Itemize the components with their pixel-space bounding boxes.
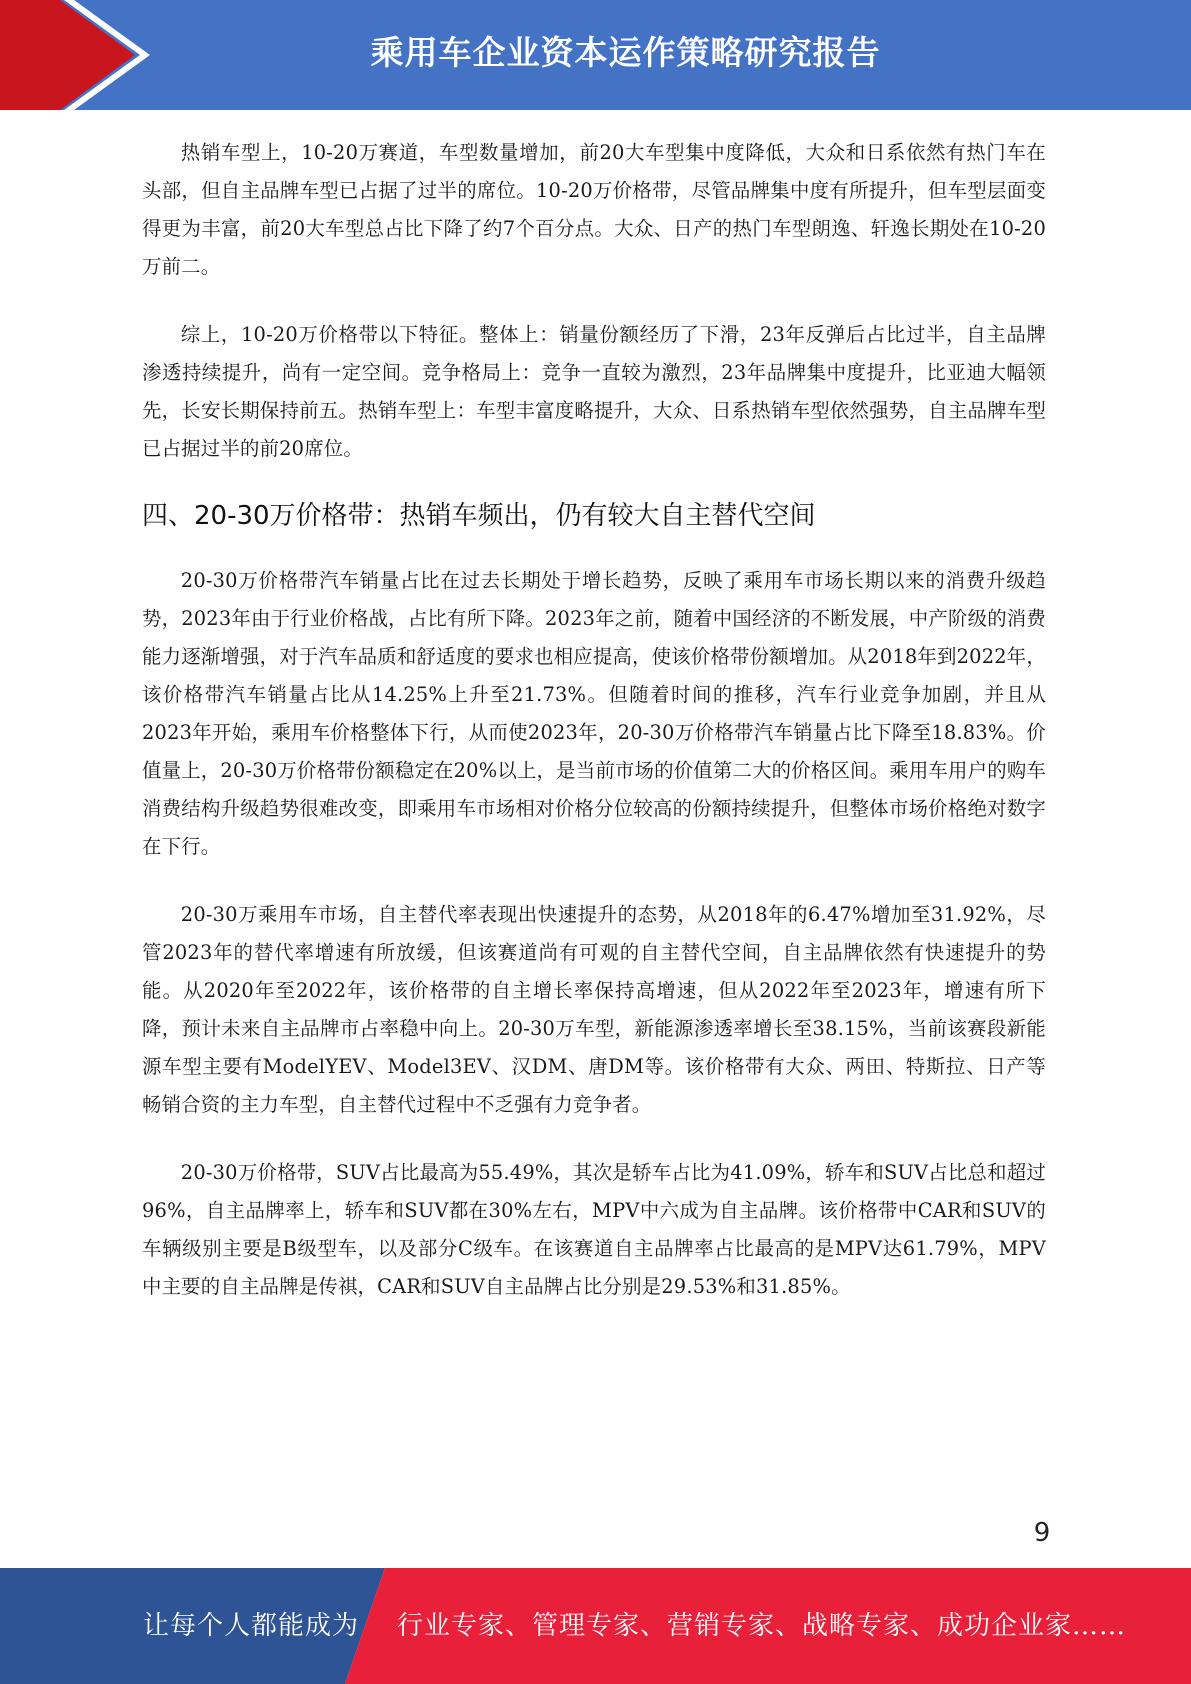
footer-slogan-left: 让每个人都能成为 [143,1611,360,1641]
page-number: 9 [1033,1518,1051,1548]
report-title: 乘用车企业资本运作策略研究报告 [370,33,881,72]
document-body [142,134,1046,1306]
page-header [0,0,1191,110]
section-heading: 四、20-30万价格带：热销车频出，仍有较大自主替代空间 [142,501,816,531]
body-paragraph: 综上，10-20万价格带以下特征。整体上：销量份额经历了下滑，23年反弹后占比过半，自主品牌渗透持续提升，尚有一定空间。竞争格局上：竞争一直较为激烈，23年品牌集中度提升，比亚迪大幅领先，长安长期保持前五。热销车型上：车型丰富度略提升，大众、日系热销车型依然强势，自主品牌车型已占据过半的前20席位。 [142,323,1046,460]
header-arrow-decoration [0,0,160,110]
footer-slogan-right: 行业专家、管理专家、营销专家、战略专家、成功企业家…… [397,1611,1127,1641]
page-footer [0,1568,1191,1684]
body-paragraph: 20-30万价格带汽车销量占比在过去长期处于增长趋势，反映了乘用车市场长期以来的消费升级趋势，2023年由于行业价格战，占比有所下降。2023年之前，随着中国经济的不断发展，中产阶级的消费能力逐渐增强，对于汽车品质和舒适度的要求也相应提高，使该价格带份额增加。从2018年到2022年，该价格带汽车销量占比从14.25%上升至21.73%。但随着时间的推移，汽车行业竞争加剧，并且从2023年开始，乘用车价格整体下行，从而使2023年，20-30万价格带汽车销量占比下降至18.83%。价值量上，20-30万价格带份额稳定在20%以上，是当前市场的价值第二大的价格区间。乘用车用户的购车消费结构升级趋势很难改变，即乘用车市场相对价格分位较高的份额持续提升，但整体市场价格绝对数字在下行。 [142,569,1046,858]
body-paragraph: 热销车型上，10-20万赛道，车型数量增加，前20大车型集中度降低，大众和日系依然有热门车在头部，但自主品牌车型已占据了过半的席位。10-20万价格带，尽管品牌集中度有所提升，但车型层面变得更为丰富，前20大车型总占比下降了约7个百分点。大众、日产的热门车型朗逸、轩逸长期处在10-20万前二。 [142,141,1046,278]
body-paragraph: 20-30万价格带，SUV占比最高为55.49%，其次是轿车占比为41.09%，轿车和SUV占比总和超过96%，自主品牌率上，轿车和SUV都在30%左右，MPV中六成为自主品牌。该价格带中CAR和SUV的车辆级别主要是B级型车，以及部分C级车。在该赛道自主品牌率占比最高的是MPV达61.79%，MPV中主要的自主品牌是传祺，CAR和SUV自主品牌占比分别是29.53%和31.85%。 [142,1161,1046,1298]
body-paragraph: 20-30万乘用车市场，自主替代率表现出快速提升的态势，从2018年的6.47%增加至31.92%，尽管2023年的替代率增速有所放缓，但该赛道尚有可观的自主替代空间，自主品牌依然有快速提升的势能。从2020年至2022年，该价格带的自主增长率保持高增速，但从2022年至2023年，增速有所下降，预计未来自主品牌市占率稳中向上。20-30万车型，新能源渗透率增长至38.15%，当前该赛段新能源车型主要有ModelYEV、Model3EV、汉DM、唐DM等。该价格带有大众、两田、特斯拉、日产等畅销合资的主力车型，自主替代过程中不乏强有力竞争者。 [142,903,1046,1116]
